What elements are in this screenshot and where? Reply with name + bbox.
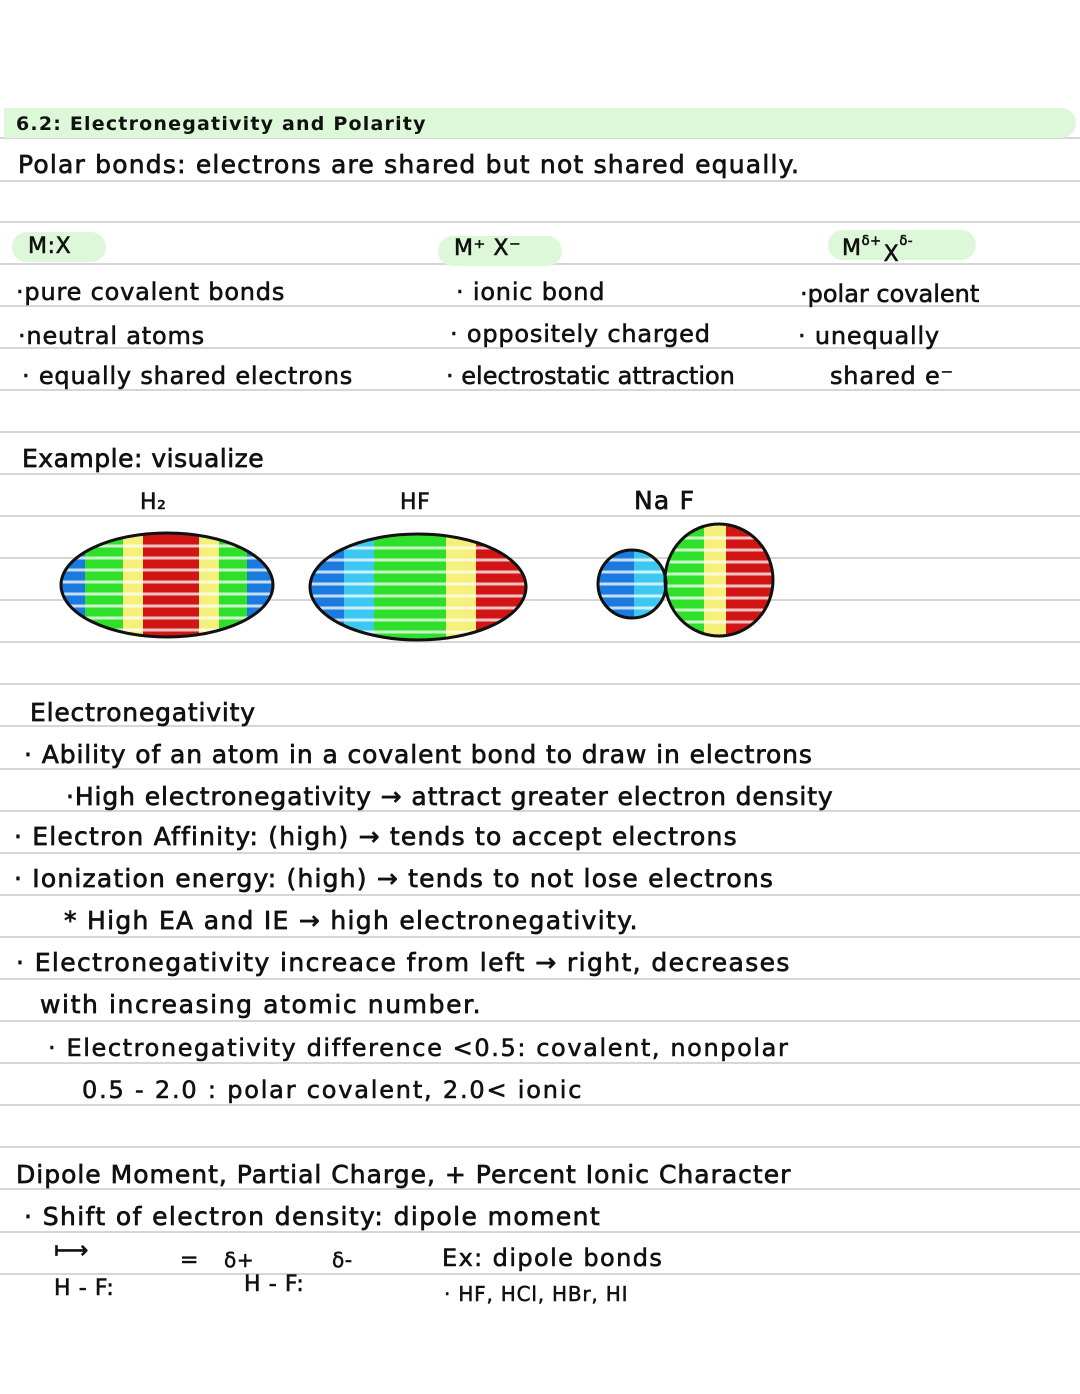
polar-covalent-point: · unequally	[798, 322, 940, 350]
rule-line	[0, 978, 1080, 980]
rule-line	[0, 852, 1080, 854]
rule-line	[0, 1062, 1080, 1064]
en-line: * High EA and IE → high electronegativity.	[64, 906, 639, 935]
rule-line	[0, 1146, 1080, 1148]
dipole-line: · Shift of electron density: dipole moment	[24, 1202, 602, 1231]
naf-electron-cloud-diagram	[594, 520, 779, 642]
en-line: 0.5 - 2.0 : polar covalent, 2.0< ionic	[82, 1076, 584, 1104]
section-title: 6.2: Electronegativity and Polarity	[16, 113, 427, 135]
en-line: · Ability of an atom in a covalent bond to draw in electrons	[24, 740, 813, 769]
rule-line	[0, 1020, 1080, 1022]
ionic-point: · ionic bond	[456, 278, 606, 306]
electronegativity-heading: Electronegativity	[30, 698, 256, 727]
equals-sign: =	[180, 1248, 200, 1273]
en-line: · Electron Affinity: (high) → tends to accept electrons	[14, 822, 738, 851]
rule-line	[0, 431, 1080, 433]
rule-line	[0, 936, 1080, 938]
rule-line	[0, 1273, 1080, 1275]
dipole-arrow-icon: ⟼	[54, 1236, 90, 1264]
dipole-example-label: Ex: dipole bonds	[442, 1244, 664, 1272]
bond-type-label-polar-covalent	[842, 234, 914, 267]
rule-line	[0, 1231, 1080, 1233]
hf-molecule-left: H - F:	[54, 1276, 115, 1301]
h2-electron-cloud-diagram	[55, 528, 280, 646]
molecule-label-naf: Na F	[634, 486, 696, 515]
rule-line	[0, 180, 1080, 182]
en-line: · Electronegativity increace from left → right, decreases	[16, 948, 791, 977]
pure-covalent-point: · equally shared electrons	[22, 362, 354, 390]
molecule-label-hf: HF	[400, 490, 431, 515]
pure-covalent-point: ·neutral atoms	[18, 322, 205, 350]
ionic-point: · electrostatic attraction	[446, 362, 735, 390]
polar-covalent-point: ·polar covalent	[800, 280, 980, 308]
delta-minus-sup: δ-	[899, 234, 914, 249]
rule-line	[0, 473, 1080, 475]
rule-line	[0, 515, 1080, 517]
hf-electron-cloud-diagram	[304, 530, 534, 648]
delta-minus: δ-	[332, 1248, 353, 1272]
molecule-label-h2: H₂	[140, 490, 167, 515]
label-m: M	[842, 236, 862, 261]
delta-plus-sup: δ+	[861, 234, 882, 249]
bond-type-label-pure-covalent: M:X	[28, 234, 72, 259]
en-line: with increasing atomic number.	[40, 990, 483, 1019]
dipole-heading: Dipole Moment, Partial Charge, + Percent Ionic Character	[16, 1160, 792, 1189]
delta-plus: δ+	[224, 1248, 255, 1272]
rule-line	[0, 1104, 1080, 1106]
en-line: · Ionization energy: (high) → tends to not lose electrons	[14, 864, 775, 893]
bond-type-label-ionic: M⁺ X⁻	[454, 236, 522, 261]
rule-line	[0, 221, 1080, 223]
label-x: X	[883, 242, 900, 267]
rule-line	[0, 894, 1080, 896]
hf-molecule-right: H - F:	[244, 1272, 305, 1297]
polar-covalent-point: shared e⁻	[830, 362, 955, 390]
dipole-example-list: · HF, HCl, HBr, HI	[444, 1282, 629, 1306]
example-heading: Example: visualize	[22, 444, 265, 473]
en-line: · Electronegativity difference <0.5: covalent, nonpolar	[48, 1034, 790, 1062]
en-line: ·High electronegativity → attract greater electron density	[66, 782, 834, 811]
pure-covalent-point: ·pure covalent bonds	[16, 278, 286, 306]
rule-line	[0, 683, 1080, 685]
intro-text: Polar bonds: electrons are shared but not shared equally.	[18, 150, 801, 179]
ionic-point: · oppositely charged	[450, 320, 711, 348]
